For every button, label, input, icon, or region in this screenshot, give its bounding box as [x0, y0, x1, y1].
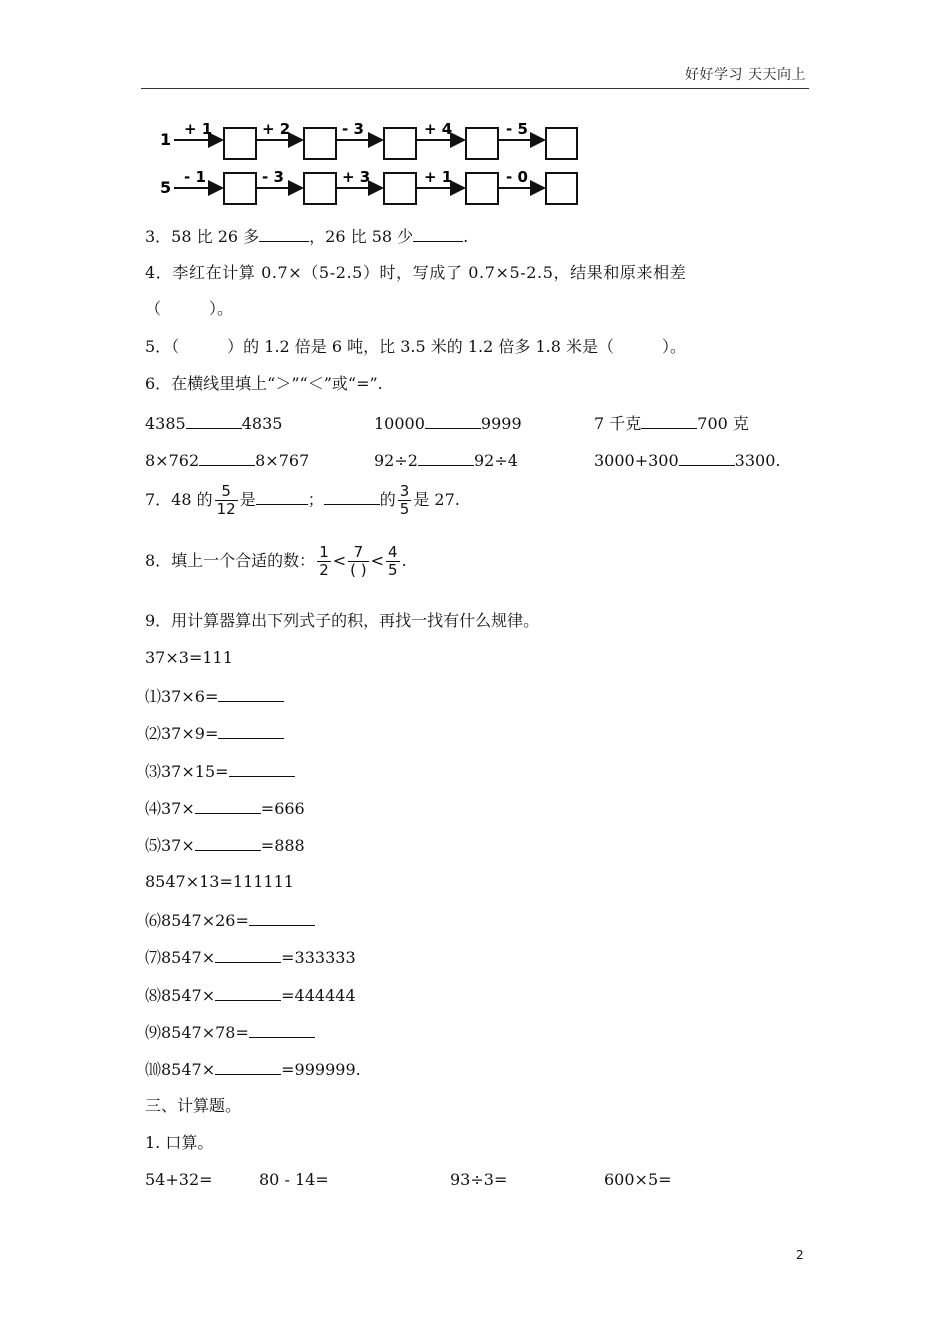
- chain-row1-op: + 4: [424, 120, 453, 138]
- chain-box[interactable]: [304, 128, 336, 159]
- oral-calc-item: 93÷3=: [450, 1170, 508, 1189]
- question-4-line1: 4．李红在计算 0.7×（5-2.5）时，写成了 0.7×5-2.5，结果和原来相差: [145, 263, 687, 282]
- calc-item: ⑽8547× =999999.: [145, 1057, 361, 1081]
- chain-row2-op: - 3: [262, 168, 284, 186]
- answer-blank[interactable]: [413, 224, 463, 242]
- answer-blank[interactable]: [215, 1057, 281, 1075]
- chain-row1-op: + 1: [184, 120, 213, 138]
- calc-item: ⑼8547×78=: [145, 1020, 315, 1044]
- chain-box[interactable]: [466, 173, 498, 204]
- compare-item: 4385 4835: [145, 411, 282, 435]
- answer-blank[interactable]: [195, 796, 261, 814]
- answer-blank[interactable]: [186, 411, 242, 429]
- fraction-3-5: $\frac{3}{5}$: [399, 482, 410, 518]
- example-1: 37×3=111: [145, 648, 233, 667]
- fraction-7-blank[interactable]: $\frac{7}{( )}$: [350, 543, 367, 579]
- calc-item: ⑷37× =666: [145, 796, 305, 820]
- chain-box[interactable]: [224, 173, 256, 204]
- calc-item: ⑹8547×26=: [145, 908, 315, 932]
- calc-item: ⑻8547× =444444: [145, 983, 356, 1007]
- answer-blank[interactable]: [679, 448, 735, 466]
- question-7: 7．48 的 $\frac{5}{12}$ 是 ； 的 $\frac{3}{5}$ 是 27.: [145, 482, 460, 518]
- section-3-title: 三、计算题。: [145, 1096, 242, 1115]
- question-5: 5．（ ）的 1.2 倍是 6 吨，比 3.5 米的 1.2 倍多 1.8 米是（ ）。: [145, 337, 687, 356]
- calc-item: ⑸37× =888: [145, 833, 305, 857]
- chain-row2-start: 5: [160, 178, 172, 197]
- answer-blank[interactable]: [218, 684, 284, 702]
- oral-calc-item: 54+32=: [145, 1170, 213, 1189]
- fraction-4-5: $\frac{4}{5}$: [388, 543, 398, 579]
- answer-blank[interactable]: [199, 448, 255, 466]
- chain-box[interactable]: [384, 173, 416, 204]
- chain-row2-op: - 0: [506, 168, 528, 186]
- compare-item: 92÷2 92÷4: [374, 448, 518, 472]
- question-8: 8．填上一个合适的数： $\frac{1}{2}$ < $\frac{7}{( )}$ < $\frac{4}{5}$ .: [145, 543, 407, 579]
- header-text: 好好学习 天天向上: [685, 67, 806, 83]
- compare-item: 3000+300 3300.: [594, 448, 780, 472]
- chain-row1-op: - 5: [506, 120, 528, 138]
- question-9-title: 9．用计算器算出下列式子的积，再找一找有什么规律。: [145, 611, 540, 630]
- calc-item: ⑴37×6=: [145, 684, 284, 708]
- compare-item: 7 千克 700 克: [594, 411, 749, 435]
- calc-item: ⑵37×9=: [145, 721, 284, 745]
- question-4-line2: （ ）。: [145, 299, 234, 318]
- answer-blank[interactable]: [324, 487, 380, 505]
- example-2: 8547×13=111111: [145, 872, 294, 891]
- chain-box[interactable]: [224, 128, 256, 159]
- fraction-5-12: $\frac{5}{12}$: [216, 482, 236, 518]
- oral-calc-item: 80 - 14=: [259, 1170, 329, 1189]
- chain-box[interactable]: [546, 128, 577, 159]
- answer-blank[interactable]: [418, 448, 474, 466]
- calc-item: ⑶37×15=: [145, 759, 295, 783]
- answer-blank[interactable]: [425, 411, 481, 429]
- answer-blank[interactable]: [229, 759, 295, 777]
- answer-blank[interactable]: [256, 487, 308, 505]
- header-rule: [141, 88, 809, 89]
- question-6-title: 6．在横线里填上“＞”“＜”或“=”.: [145, 374, 383, 393]
- chain-row1-op: - 3: [342, 120, 364, 138]
- page-number: 2: [796, 1248, 804, 1262]
- chain-box[interactable]: [546, 173, 577, 204]
- chain-box[interactable]: [384, 128, 416, 159]
- oral-calc-item: 600×5=: [604, 1170, 672, 1189]
- answer-blank[interactable]: [195, 833, 261, 851]
- chain-figure: [150, 118, 590, 210]
- chain-row1-start: 1: [160, 130, 172, 149]
- compare-item: 8×762 8×767: [145, 448, 309, 472]
- answer-blank[interactable]: [641, 411, 697, 429]
- answer-blank[interactable]: [249, 908, 315, 926]
- section-3-sub1: 1. 口算。: [145, 1133, 214, 1152]
- answer-blank[interactable]: [218, 721, 284, 739]
- chain-row2-op: + 1: [424, 168, 453, 186]
- answer-blank[interactable]: [215, 983, 281, 1001]
- answer-blank[interactable]: [215, 945, 281, 963]
- calc-item: ⑺8547× =333333: [145, 945, 356, 969]
- compare-item: 10000 9999: [374, 411, 522, 435]
- chain-box[interactable]: [466, 128, 498, 159]
- answer-blank[interactable]: [249, 1020, 315, 1038]
- chain-box[interactable]: [304, 173, 336, 204]
- chain-row1-op: + 2: [262, 120, 291, 138]
- chain-row2-op: + 3: [342, 168, 371, 186]
- answer-blank[interactable]: [259, 224, 309, 242]
- fraction-1-2: $\frac{1}{2}$: [319, 543, 329, 579]
- chain-row2-op: - 1: [184, 168, 206, 186]
- question-3: 3．58 比 26 多 ，26 比 58 少 .: [145, 224, 468, 248]
